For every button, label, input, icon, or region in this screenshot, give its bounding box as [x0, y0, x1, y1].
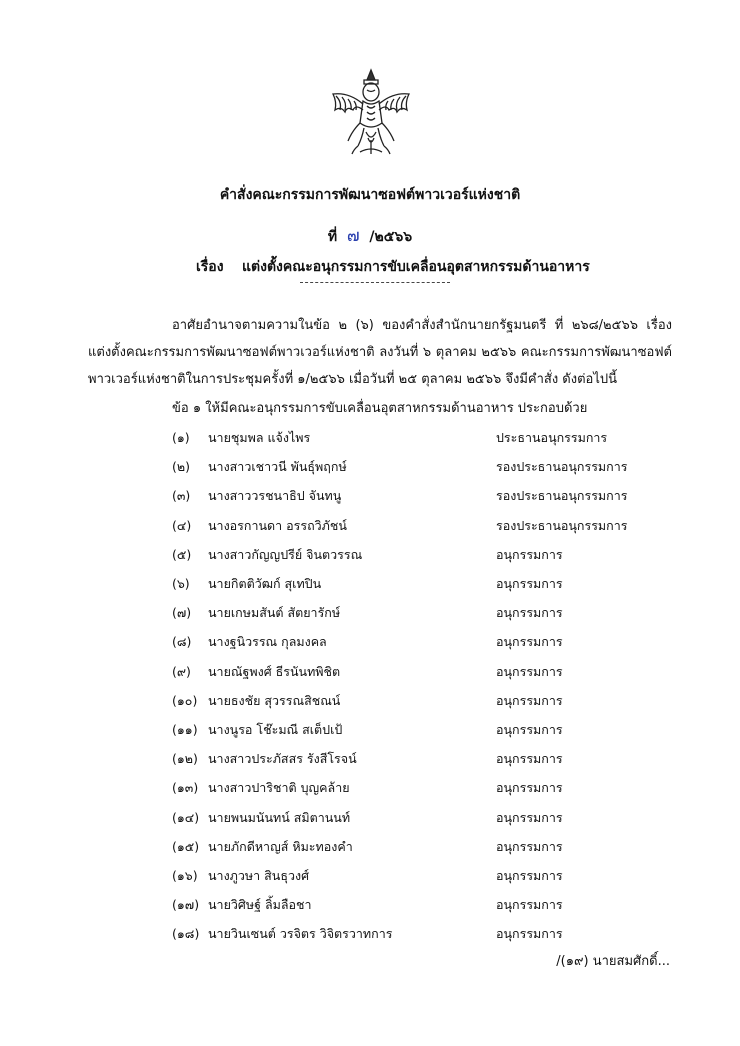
member-row: [172, 866, 672, 888]
member-role: อนุกรรมการ: [496, 926, 563, 942]
member-num: (๑๖): [172, 868, 198, 883]
member-role: อนุกรรมการ: [496, 751, 563, 767]
member-num: (๙): [172, 663, 191, 679]
garuda-emblem: [326, 66, 416, 158]
member-num: (๑๗): [172, 897, 200, 913]
member-num: (๑๑): [172, 722, 198, 737]
member-num: (๔): [172, 517, 192, 533]
member-role: อนุกรรมการ: [496, 634, 563, 650]
member-role: อนุกรรมการ: [496, 663, 563, 679]
member-row: [172, 778, 672, 800]
member-num: (๒): [172, 459, 190, 475]
member-name: นางสาวปาริชาติ บุญคล้าย: [208, 780, 350, 796]
member-name: นายชุมพล แจ้งไพร: [208, 430, 311, 445]
member-num: (๓): [172, 488, 191, 504]
member-row: [172, 749, 672, 771]
member-name: นางภูวษา สินธุวงศ์: [208, 868, 310, 883]
member-num: (๖): [172, 576, 190, 591]
continuation-note: /(๑๙) นายสมศักดิ์...: [556, 954, 670, 969]
member-row: [172, 516, 672, 538]
member-role: รองประธานอนุกรรมการ: [496, 459, 628, 475]
member-role: อนุกรรมการ: [496, 780, 563, 796]
member-row: [172, 545, 672, 567]
order-number-prefix: ที่: [327, 229, 338, 245]
member-num: (๑): [172, 430, 190, 445]
member-num: (๑๓): [172, 780, 199, 796]
member-role: อนุกรรมการ: [496, 576, 563, 591]
subject-line: [196, 256, 590, 278]
member-num: (๑๕): [172, 838, 200, 854]
member-name: นายภักดีหาญส์ หิมะทองคำ: [208, 838, 353, 854]
member-row: [172, 691, 672, 713]
preamble-paragraph: อาศัยอำนาจตามความในข้อ ๒ (๖) ของคำสั่งสำนักนายกรัฐมนตรี ที่ ๒๖๘/๒๕๖๖ เรื่อง แต่งตั้งคณะกรรมการพัฒนาซอฟต์พาวเวอร์แห่งชาติ ลงวันที่ ๖ ตุลาคม ๒๕๖๖ คณะกรรมการพัฒนาซอฟต์พาวเวอร์แห่งชาติในการประชุมครั้งที่ ๑/๒๕๖๖ เมื่อวันที่ ๒๕ ตุลาคม ๒๕๖๖ จึงมีคำสั่ง ดังต่อไปนี้: [88, 318, 672, 387]
member-row: [172, 428, 672, 450]
member-role: ประธานอนุกรรมการ: [496, 430, 608, 445]
member-num: (๑๒): [172, 751, 198, 767]
member-name: นายเกษมสันต์ สัตยารักษ์: [208, 605, 341, 621]
member-name: นายธงชัย สุวรรณสิชณน์: [208, 692, 341, 708]
member-name: นางนูรอ โช๊ะมณี สเต็ปเป้: [208, 722, 343, 737]
member-name: นายพนมนันทน์ สมิตานนท์: [208, 809, 351, 825]
member-name: นางสาวประภัสสร รังสีโรจน์: [208, 751, 357, 767]
order-number: [0, 222, 740, 249]
order-number-handwritten: ๗: [346, 226, 360, 246]
member-role: อนุกรรมการ: [496, 692, 563, 708]
member-name: นายวินเซนต์ วรจิตร วิจิตรวาทการ: [208, 926, 393, 942]
member-role: อนุกรรมการ: [496, 809, 563, 825]
member-row: [172, 895, 672, 917]
member-role: อนุกรรมการ: [496, 722, 563, 737]
member-name: นายกิตติวัฒก์ สุเทปิน: [208, 576, 322, 591]
member-name: นางสาวกัญญปรีย์ จินตวรรณ: [208, 546, 363, 562]
member-row: [172, 808, 672, 830]
member-num: (๘): [172, 634, 192, 650]
member-name: นายวิศิษฐ์ ลิ้มลือชา: [208, 897, 312, 913]
order-number-suffix: /๒๕๖๖: [369, 229, 413, 245]
member-num: (๑๘): [172, 926, 200, 942]
member-row: [172, 662, 672, 684]
member-role: อนุกรรมการ: [496, 868, 563, 883]
member-row: [172, 457, 672, 479]
subject-text: แต่งตั้งคณะอนุกรรมการขับเคลื่อนอุตสาหกรรมด้านอาหาร: [242, 259, 590, 275]
member-role: อนุกรรมการ: [496, 897, 563, 913]
member-role: อนุกรรมการ: [496, 546, 563, 562]
member-row: [172, 603, 672, 625]
member-name: นางฐนิวรรณ กุลมงคล: [208, 634, 327, 650]
member-name: นางสาวเชาวนี พันธุ์พฤกษ์: [208, 459, 347, 475]
member-role: รองประธานอนุกรรมการ: [496, 488, 628, 504]
clause-1: ข้อ ๑ ให้มีคณะอนุกรรมการขับเคลื่อนอุตสาหกรรมด้านอาหาร ประกอบด้วย: [172, 401, 588, 416]
member-row: [172, 574, 672, 596]
member-num: (๕): [172, 546, 192, 562]
member-num: (๑๐): [172, 692, 198, 708]
member-row: [172, 924, 672, 946]
member-row: [172, 632, 672, 654]
member-name: นางสาววรชนาธิป จันทนู: [208, 488, 342, 504]
member-name: นายณัฐพงศ์ ธีรนันทพิชิต: [208, 663, 341, 679]
divider: [300, 282, 450, 283]
member-name: นางอรกานดา อรรถวิภัชน์: [208, 517, 347, 533]
member-row: [172, 837, 672, 859]
member-role: อนุกรรมการ: [496, 605, 563, 621]
member-row: [172, 720, 672, 742]
member-role: รองประธานอนุกรรมการ: [496, 517, 628, 533]
member-num: (๑๔): [172, 809, 200, 825]
document-title: คำสั่งคณะกรรมการพัฒนาซอฟต์พาวเวอร์แห่งชาติ: [219, 187, 521, 203]
member-num: (๗): [172, 605, 192, 621]
member-role: อนุกรรมการ: [496, 838, 563, 854]
subject-label: เรื่อง: [196, 259, 224, 275]
member-row: [172, 486, 672, 508]
